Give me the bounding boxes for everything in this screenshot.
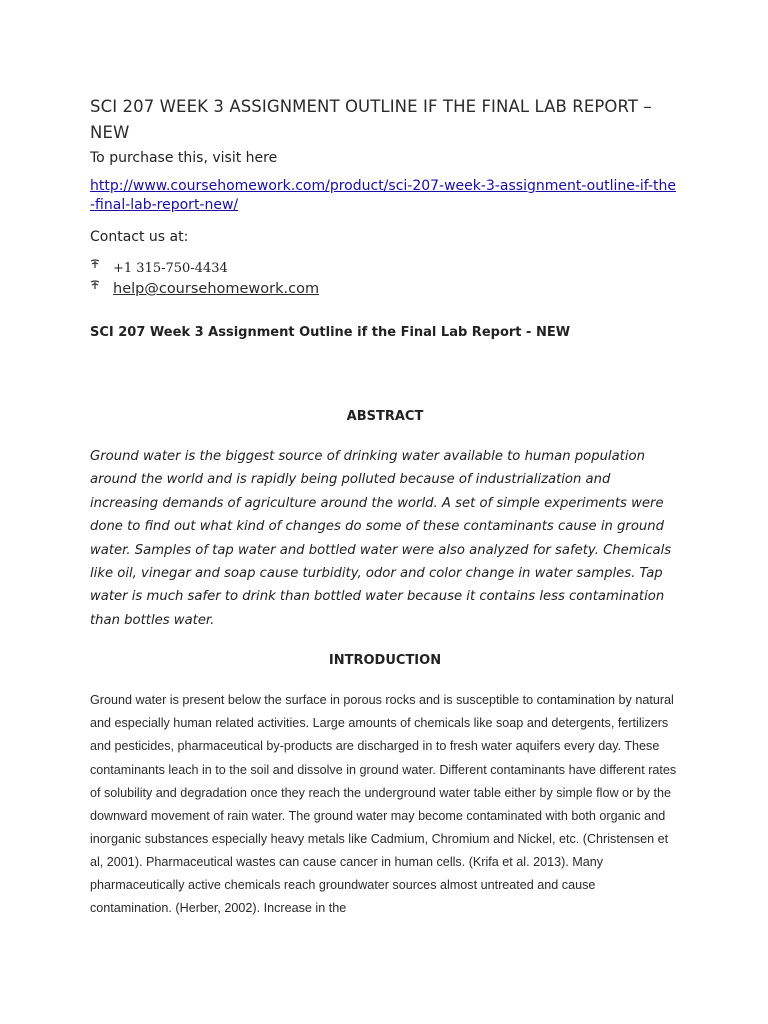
contact-email-item — [90, 278, 680, 299]
bullet-ornament-icon — [90, 259, 100, 269]
abstract-text: Ground water is the biggest source of drinking water available to human population around the world and is rapidly being polluted because of industrialization and increasing demands of agriculture around the world. A set of simple experiments were done to find out what kind of changes do some of these contaminants cause in ground water. Samples of tap water and bottled water were also analyzed for safety. Chemicals like oil, vinegar and soap cause turbidity, odor and color change in water samples. Tap water is much safer to drink than bottled water because it contains less contamination than bottles water. — [90, 449, 672, 628]
document-subtitle: SCI 207 Week 3 Assignment Outline if the Final Lab Report - NEW — [90, 325, 571, 340]
introduction-heading: INTRODUCTION — [328, 653, 442, 669]
abstract-heading: ABSTRACT — [346, 409, 424, 424]
document-page — [90, 94, 680, 920]
contact-phone-item — [90, 257, 680, 278]
contact-list — [90, 257, 680, 299]
purchase-link[interactable]: http://www.coursehomework.com/product/sci-207-week-3-assignment-outline-if-the-final-lab-report-new/ — [90, 178, 676, 213]
contact-phone: +1 315-750-4434 — [113, 261, 228, 276]
purchase-text: To purchase this, visit here — [90, 150, 278, 166]
document-title: SCI 207 WEEK 3 ASSIGNMENT OUTLINE IF THE FINAL LAB REPORT – NEW — [90, 97, 652, 142]
bullet-ornament-icon — [90, 280, 100, 290]
introduction-text: Ground water is present below the surface in porous rocks and is susceptible to contamination by natural and especially human related activities. Large amounts of chemicals like soap and detergents, fertilizers and pesticides, pharmaceutical by-products are discharged in to fresh water aquifers every day. These contaminants leach in to the soil and dissolve in ground water. Different contaminants have different rates of solubility and degradation once they reach the underground water table either by simple flow or by the downward movement of rain water. The ground water may become contaminated with both organic and inorganic substances especially heavy metals like Cadmium, Chromium and Nickel, etc. (Christensen et al, 2001). Pharmaceutical wastes can cause cancer in human cells. (Krifa et al. 2013). Many pharmaceutically active chemicals reach groundwater sources almost untreated and cause contamination. (Herber, 2002). Increase in the — [90, 693, 677, 916]
contact-email[interactable]: help@coursehomework.com — [113, 281, 320, 297]
contact-label: Contact us at: — [90, 229, 189, 245]
